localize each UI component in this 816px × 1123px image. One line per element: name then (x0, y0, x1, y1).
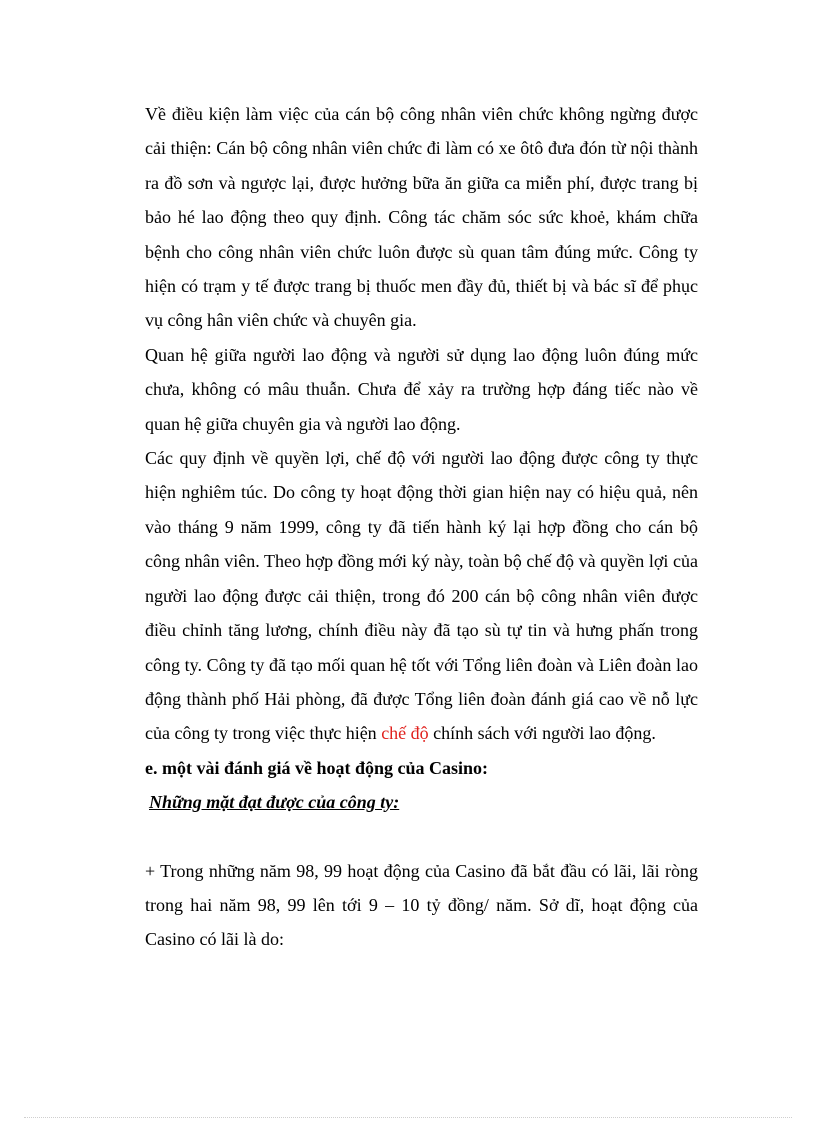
paragraph-rights-benefits (145, 441, 698, 751)
section-heading-casino-evaluation: e. một vài đánh giá về hoạt động của Casino: (145, 757, 489, 778)
paragraph-working-conditions: Về điều kiện làm việc của cán bộ công nhân viên chức không ngừng được cải thiện: Cán bộ công nhân viên chức đi làm có xe ôtô đưa đón từ nội thành ra đồ sơn và ngược lại, được hưởng bữa ăn giữa ca miễn phí, được trang bị bảo hé lao động theo quy định. Công tác chăm sóc sức khoẻ, khám chữa bệnh cho công nhân viên chức luôn được sù quan tâm đúng mức. Công ty hiện có trạm y tế được trang bị thuốc men đầy đủ, thiết bị và bác sĩ để phục vụ công hân viên chức và chuyên gia. (145, 104, 698, 331)
paragraph-labor-relations: Quan hệ giữa người lao động và người sử dụng lao động luôn đúng mức chưa, không có mâu thuẫn. Chưa để xảy ra trường hợp đáng tiếc nào về quan hệ giữa chuyên gia và người lao động. (145, 344, 698, 434)
page-bottom-divider (24, 1117, 792, 1118)
paragraph-casino-profit: + Trong những năm 98, 99 hoạt động của Casino đã bắt đầu có lãi, lãi ròng trong hai năm 98, 99 lên tới 9 – 10 tỷ đồng/ năm. Sở dĩ, hoạt động của Casino có lãi là do: (145, 860, 698, 950)
highlighted-phrase: chế độ (381, 723, 429, 744)
subheading-achievements: Những mặt đạt được của công ty: (149, 792, 400, 813)
paragraph-rights-tail: chính sách với người lao động. (428, 723, 656, 744)
paragraph-rights-text: Các quy định về quyền lợi, chế độ với người lao động được công ty thực hiện nghiêm túc. Do công ty hoạt động thời gian hiện nay có hiệu quả, nên vào tháng 9 năm 1999, công ty đã tiến hành ký lại hợp đồng cho cán bộ công nhân viên. Theo hợp đồng mới ký này, toàn bộ chế độ và quyền lợi của người lao động được cải thiện, trong đó 200 cán bộ công nhân viên được điều chỉnh tăng lương, chính điều này đã tạo sù tự tin và hưng phấn trong công ty. Công ty đã tạo mối quan hệ tốt với Tổng liên đoàn và Liên đoàn lao động thành phố Hải phòng, đã được Tổng liên đoàn đánh giá cao về nỗ lực của công ty trong việc thực hiện (145, 448, 698, 744)
